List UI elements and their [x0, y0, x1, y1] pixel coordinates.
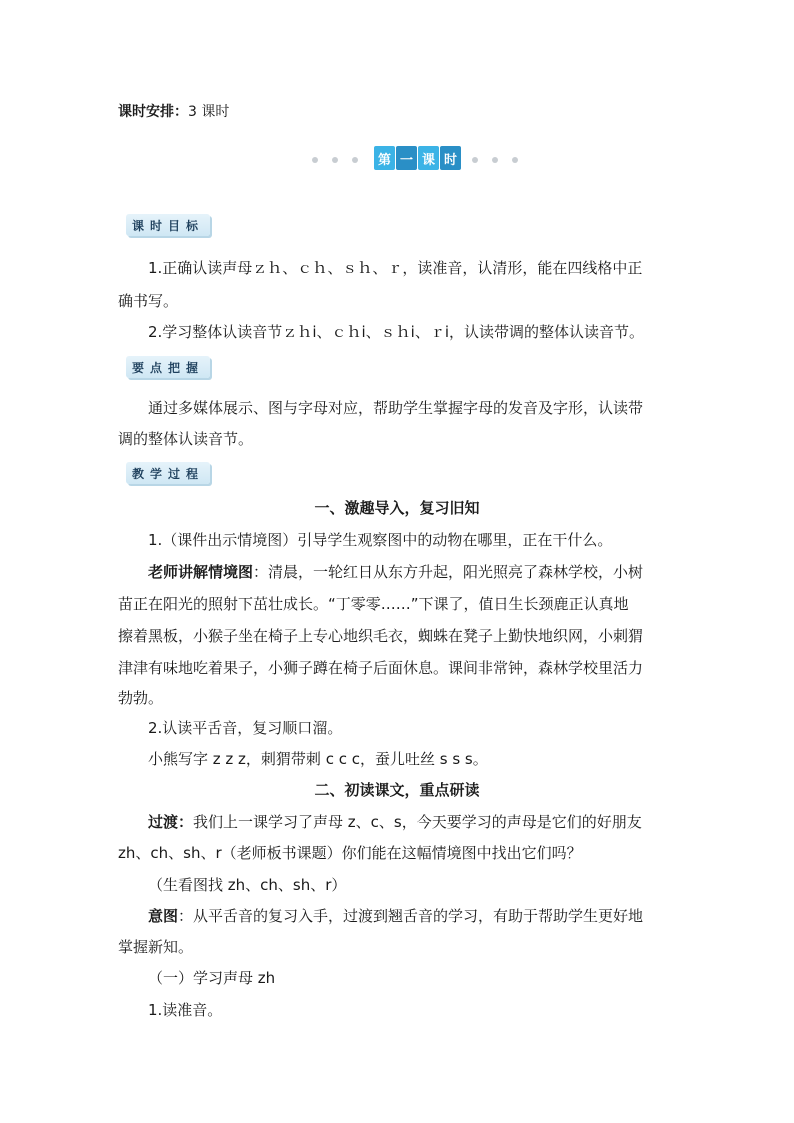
dot-icon: [512, 157, 518, 163]
section2-title: 二、初读课文，重点研读: [314, 781, 480, 799]
goal-line-1b: 确书写。: [118, 292, 179, 310]
banner-char: 一: [396, 146, 417, 170]
tag-process: 教学过程: [126, 462, 210, 484]
section1-p2-line5: 勃勃。: [118, 689, 164, 707]
section2-sub1-p1: 1.读准音。: [148, 1001, 223, 1019]
schedule-label: 课时安排：: [118, 104, 188, 120]
schedule-line: [118, 102, 229, 122]
section2-sub1: （一）学习声母 zh: [148, 969, 276, 987]
section1-p2-line1: 老师讲解情境图：清晨，一轮红日从东方升起，阳光照亮了森林学校，小树: [148, 563, 644, 581]
section1-title: 一、激趣导入，复习旧知: [314, 499, 480, 517]
section2-intent-label: 意图: [148, 907, 179, 925]
section1-p2-line2: 苗正在阳光的照射下茁壮成长。“丁零零……”下课了，值日生长颈鹿正认真地: [118, 595, 629, 613]
section1-p3: 2.认读平舌音，复习顺口溜。: [148, 719, 343, 737]
dot-icon: [332, 157, 338, 163]
points-line-1: 通过多媒体展示、图与字母对应，帮助学生掌握字母的发音及字形，认读带: [148, 399, 644, 417]
goal-line-2: 2.学习整体认读音节ｚｈi、ｃｈi、ｓｈi、ｒi，认读带调的整体认读音节。: [148, 323, 644, 341]
section1-p2-line3: 擦着黑板，小猴子坐在椅子上专心地织毛衣，蜘蛛在凳子上勤快地织网，小刺猬: [118, 627, 644, 645]
goal-line-1: 1.正确认读声母ｚｈ、ｃｈ、ｓｈ、ｒ，读准音，认清形，能在四线格中正: [148, 259, 643, 277]
banner-char: 课: [418, 146, 439, 170]
dot-icon: [472, 157, 478, 163]
section2-trans-line2: zh、ch、sh、r（老师板书课题）你们能在这幅情境图中找出它们吗？: [118, 844, 582, 862]
section1-p1: 1.（课件出示情境图）引导学生观察图中的动物在哪里，正在干什么。: [148, 531, 613, 549]
section2-intent-line1: 意图：从平舌音的复习入手，过渡到翘舌音的学习，有助于帮助学生更好地: [148, 907, 644, 925]
lesson-banner: [300, 146, 530, 174]
schedule-value: 3 课时: [188, 104, 230, 120]
tag-goal: 课时目标: [126, 214, 210, 236]
banner-dots-left: [312, 157, 358, 163]
dot-icon: [352, 157, 358, 163]
section2-student: （生看图找 zh、ch、sh、r）: [148, 876, 347, 894]
banner-dots-right: [472, 157, 518, 163]
section1-p2-line4: 津津有味地吃着果子，小狮子蹲在椅子后面休息。课间非常钟，森林学校里活力: [118, 659, 644, 677]
section2-intent-line2: 掌握新知。: [118, 938, 194, 956]
section2-trans-label: 过渡：: [148, 813, 194, 831]
points-line-2: 调的整体认读音节。: [118, 430, 254, 448]
dot-icon: [312, 157, 318, 163]
dot-icon: [492, 157, 498, 163]
banner-char: 时: [440, 146, 461, 170]
banner-char: 第: [374, 146, 395, 170]
section2-trans-line1: 过渡：我们上一课学习了声母 z、c、s，今天要学习的声母是它们的好朋友: [148, 813, 642, 831]
section1-p2-label: 老师讲解情境图: [148, 563, 254, 581]
section1-p4: 小熊写字 z z z，刺猬带刺 c c c，蚕儿吐丝 s s s。: [148, 750, 488, 768]
tag-points: 要点把握: [126, 356, 210, 378]
